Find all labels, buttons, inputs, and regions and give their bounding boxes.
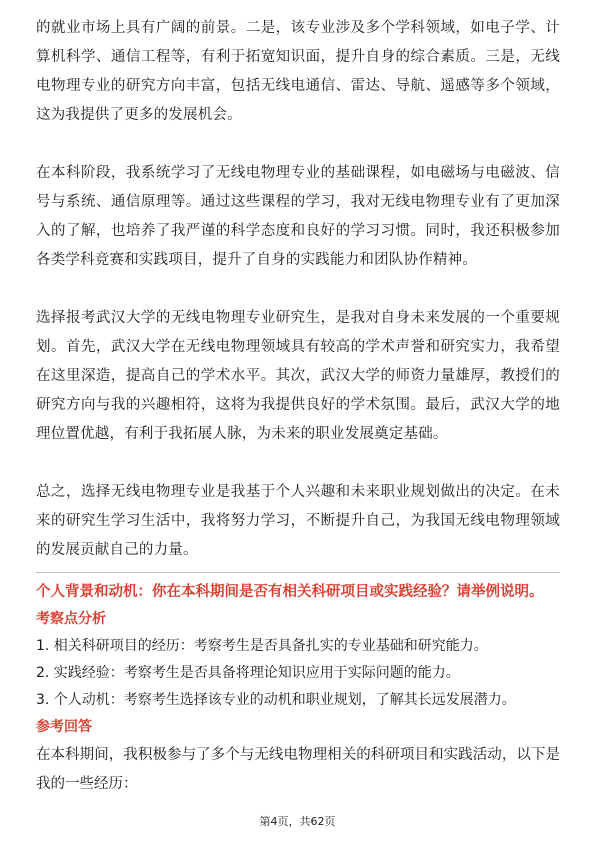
body-paragraph: 的就业市场上具有广阔的前景。二是，该专业涉及多个学科领域，如电子学、计算机科学、通信工程等，有利于拓宽知识面，提升自身的综合素质。三是，无线电物理专业的研究方向丰富，包括无线电通信、雷达、导航、遥感等多个领域，这为我提供了更多的发展机会。 [36,20,560,123]
document-page [36,14,560,799]
analysis-point: 1. 相关科研项目的经历：考察考生是否具备扎实的专业基础和研究能力。 [36,638,488,654]
answer-heading: 参考回答 [36,719,92,735]
interview-question: 个人背景和动机：你在本科期间是否有相关科研项目或实践经验？请举例说明。 [36,584,544,600]
body-paragraph: 选择报考武汉大学的无线电物理专业研究生，是我对自身未来发展的一个重要规划。首先，武汉大学在无线电物理领域具有较高的学术声誉和研究实力，我希望在这里深造，提高自己的学术水平。其次，武汉大学的师资力量雄厚，教授们的研究方向与我的兴趣相符，这将为我提供良好的学术氛围。最后，武汉大学的地理位置优越，有利于我拓展人脉，为未来的职业发展奠定基础。 [36,310,560,442]
analysis-point: 2. 实践经验：考察考生是否具备将理论知识应用于实际问题的能力。 [36,665,460,681]
body-paragraph: 总之，选择无线电物理专业是我基于个人兴趣和未来职业规划做出的决定。在未来的研究生学习生活中，我将努力学习，不断提升自己，为我国无线电物理领域的发展贡献自己的力量。 [36,484,560,558]
body-paragraph: 在本科阶段，我系统学习了无线电物理专业的基础课程，如电磁场与电磁波、信号与系统、通信原理等。通过这些课程的学习，我对无线电物理专业有了更加深入的了解，也培养了我严谨的科学态度和良好的学习习惯。同时，我还积极参加各类学科竞赛和实践项目，提升了自身的实践能力和团队协作精神。 [36,165,560,268]
paragraph-gap [36,449,560,478]
paragraph-gap [36,275,560,304]
analysis-point: 3. 个人动机：考察考生选择该专业的动机和职业规划，了解其长远发展潜力。 [36,692,516,708]
section-divider [36,572,560,573]
paragraph-gap [36,130,560,159]
page-footer: 第4页，共62页 [259,815,336,828]
answer-paragraph: 在本科期间，我积极参与了多个与无线电物理相关的科研项目和实践活动，以下是我的一些经历： [36,747,560,792]
analysis-heading: 考察点分析 [36,611,106,627]
